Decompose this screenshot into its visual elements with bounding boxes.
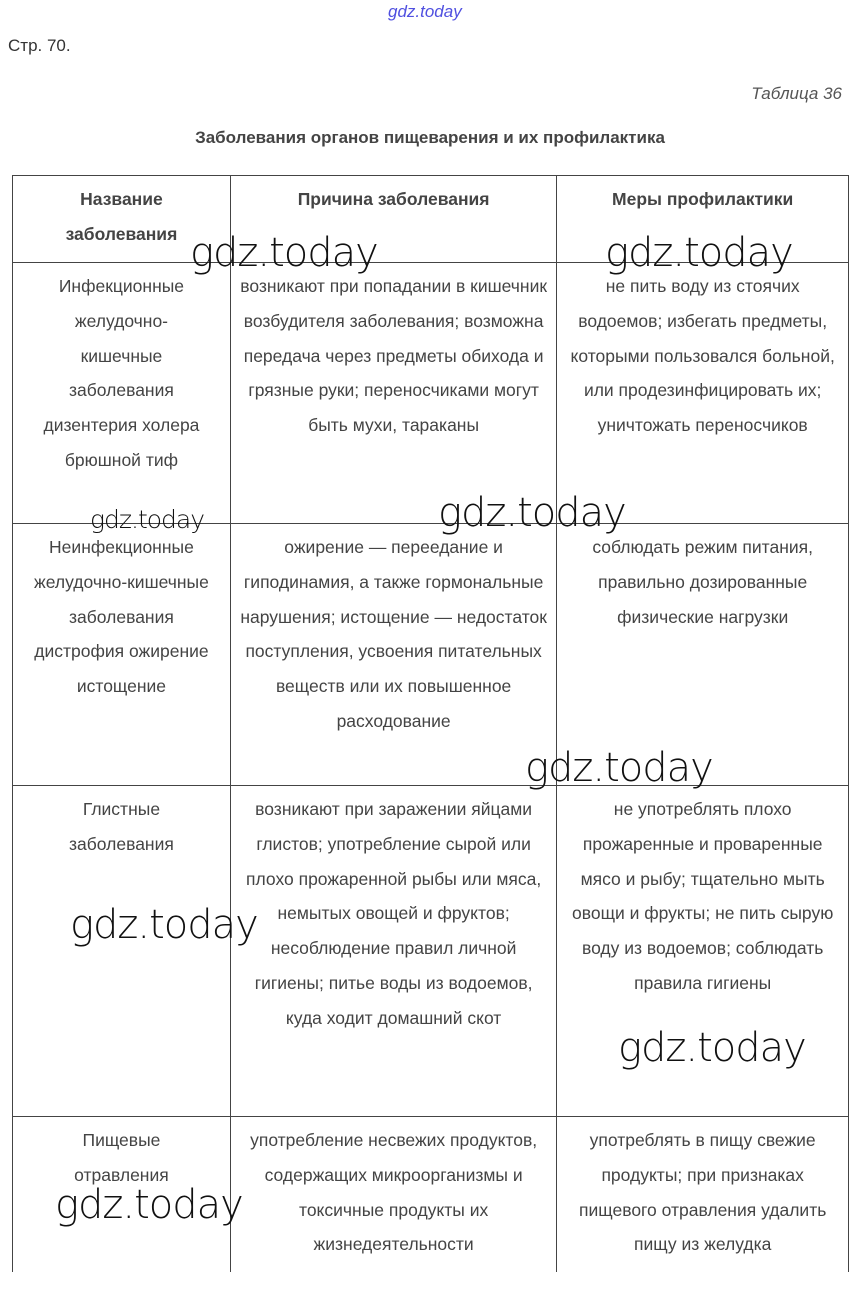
- table-row: [13, 786, 849, 1117]
- header-name: Название заболевания: [13, 176, 231, 263]
- watermark: gdz.today: [618, 1025, 806, 1071]
- cell-prevention: соблюдать режим питания, правильно дозированные физические нагрузки: [557, 524, 849, 786]
- watermark: gdz.today: [70, 902, 258, 948]
- cell-name: Инфекционные желудочно-кишечные заболевания дизентерия холера брюшной тиф: [13, 263, 231, 524]
- cell-prevention: не пить воду из стоячих водоемов; избегать предметы, которыми пользовался больной, или продезинфицировать их; уничтожать переносчиков: [557, 263, 849, 524]
- cell-cause: возникают при попадании в кишечник возбудителя заболевания; возможна передача через предметы обихода и грязные руки; переносчиками могут быть мухи, тараканы: [230, 263, 556, 524]
- watermark: gdz.today: [438, 490, 626, 536]
- cell-cause: ожирение — переедание и гиподинамия, а также гормональные нарушения; истощение — недостаток поступления, усвоения питательных веществ или их повышенное расходование: [230, 524, 556, 786]
- table-caption: Заболевания органов пищеварения и их профилактика: [195, 128, 665, 147]
- cell-cause: употребление несвежих продуктов, содержащих микроорганизмы и токсичные продукты их жизнедеятельности: [230, 1117, 556, 1273]
- cell-name: Пищевые отравления: [13, 1117, 231, 1273]
- diseases-table: [12, 175, 849, 1272]
- cell-prevention: употреблять в пищу свежие продукты; при признаках пищевого отравления удалить пищу из желудка: [557, 1117, 849, 1273]
- header-prevention: Меры профилактики: [557, 176, 849, 263]
- table-row: [13, 1117, 849, 1273]
- watermark: gdz.today: [90, 505, 205, 534]
- watermark-top[interactable]: gdz.today: [388, 2, 462, 21]
- header-cause: Причина заболевания: [230, 176, 556, 263]
- cell-prevention: не употреблять плохо прожаренные и проваренные мясо и рыбу; тщательно мыть овощи и фрукты; не пить сырую воду из водоемов; соблюдать правила гигиены: [557, 786, 849, 1117]
- watermark: gdz.today: [525, 745, 713, 791]
- table-row: [13, 524, 849, 786]
- header-row: [13, 176, 849, 263]
- cell-name: Неинфекционные желудочно-кишечные заболевания дистрофия ожирение истощение: [13, 524, 231, 786]
- table-row: [13, 263, 849, 524]
- table-label: Таблица 36: [751, 84, 842, 103]
- watermark: gdz.today: [55, 1182, 243, 1228]
- page-number: Стр. 70.: [8, 36, 71, 55]
- cell-cause: возникают при заражении яйцами глистов; употребление сырой или плохо прожаренной рыбы или мяса, немытых овощей и фруктов; несоблюдение правил личной гигиены; питье воды из водоемов, куда ходит домашний скот: [230, 786, 556, 1117]
- cell-name: Глистные заболевания: [13, 786, 231, 1117]
- watermark: gdz.today: [190, 230, 378, 276]
- watermark: gdz.today: [605, 230, 793, 276]
